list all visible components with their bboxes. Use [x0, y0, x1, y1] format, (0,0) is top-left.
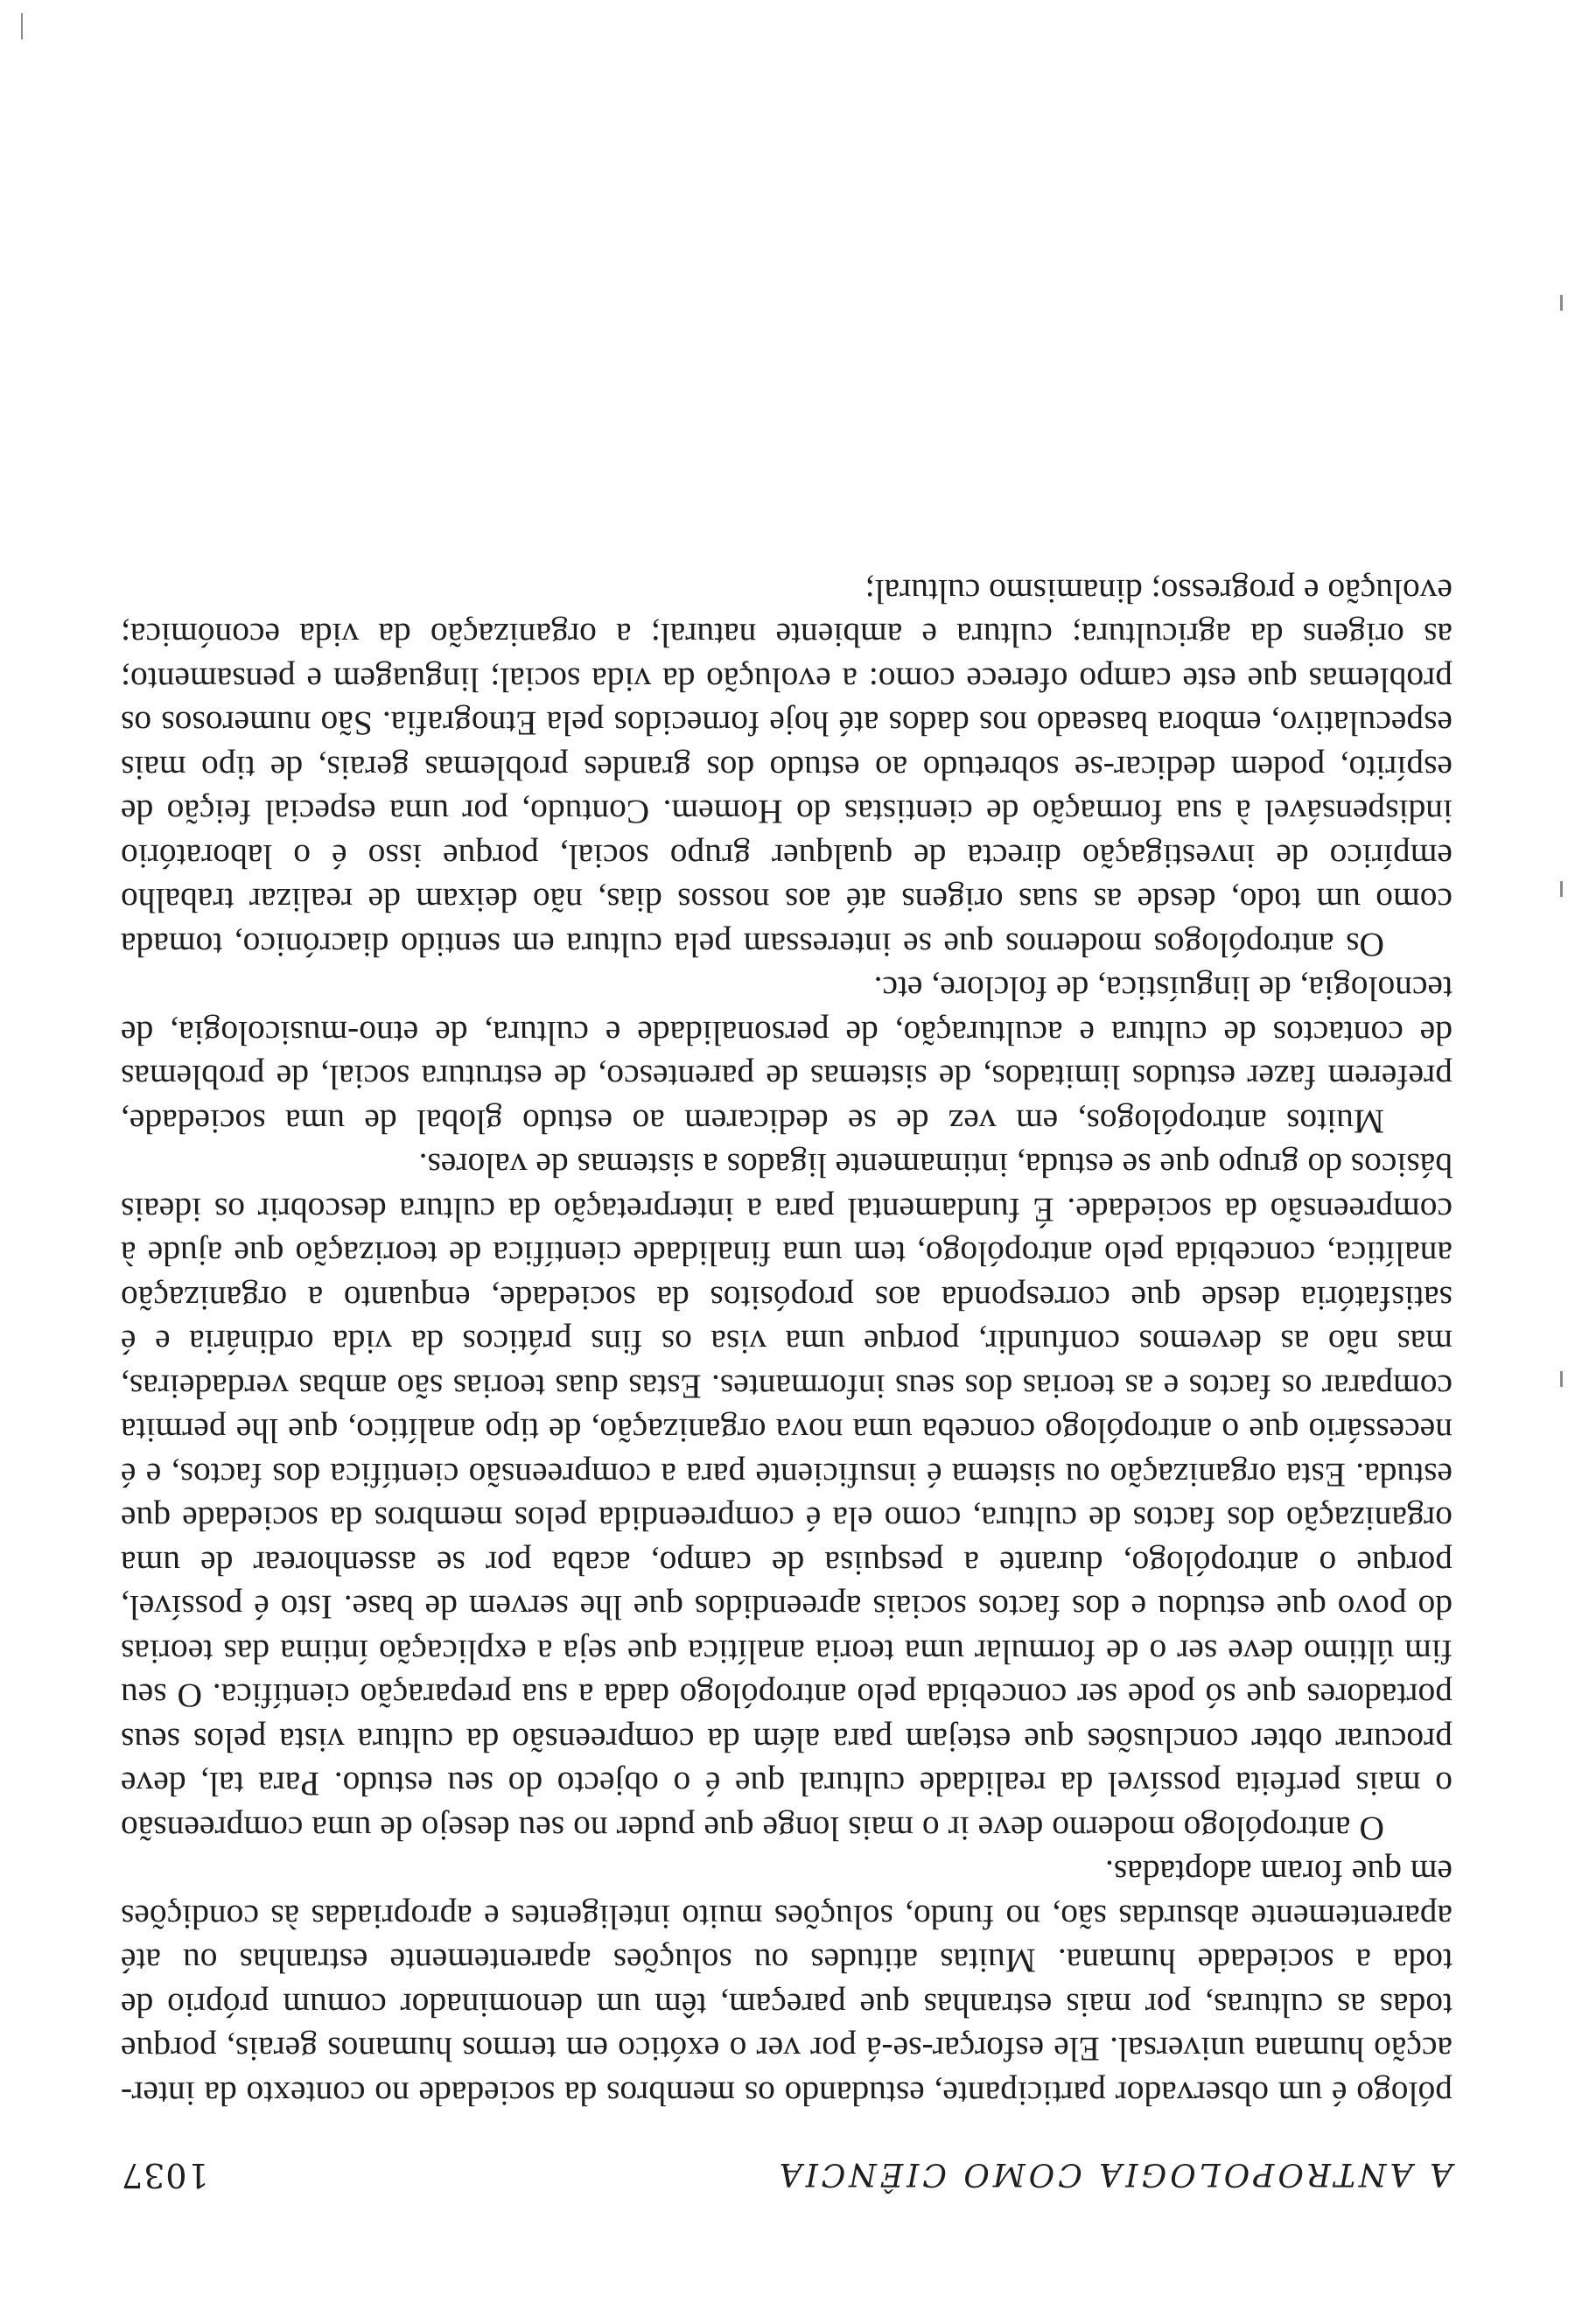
paragraph-limited-studies: Muitos antropólogos, em vez de se dedicarem ao estudo global de uma sociedade, preferem fazer estudos limitados, de sistemas de parentesco, de estrutura social, de problemas de contactos de cultura e aculturação, de personalidade e cultura, de etno-musicologia, de tecnologia, de linguística, de folclore, etc.: [121, 970, 1452, 1141]
paragraph-modern-anthropologist: O antropólogo moderno deve ir o mais longe que puder no seu desejo de uma compreensão o mais perfeita possível da realidade cultural que é o objecto do seu estudo. Para tal, deve procurar obter conclusões que estejam para além da compreensão da cultura vista pelos seus portadores que só pode ser concebida pelo antropólogo dada a sua preparação científica. O seu fim último deve ser o de formular uma teoria analítica que seja a explicação íntima das teorias do povo que estudou e dos factos sociais apreendidos que lhe servem de base. Isto é possível, porque o antropólogo, durante a pesquisa de campo, acaba por se assenhorear de uma organização dos factos de cultura, como ela é compreendida pelos membros da sociedade que estuda. Esta organização ou sistema é insuficiente para a compreensão científica dos factos, e é necessário que o antropólogo conceba uma nova organização, de tipo analítico, que lhe permita comparar os factos e as teorias dos seus informantes. Estas duas teorias são ambas verdadeiras, mas não as devemos confundir, porque uma visa os fins práticos da vida ordinária e é satisfatória desde que corresponda aos propósitos da sociedade, enquanto a organização analítica, concebida pelo antropólogo, tem uma finalidade científica de teorização que ajude à compreensão da sociedade. É fundamental para a interpretação da cultura descobrir os ideais básicos do grupo que se estuda, intimamente ligados a sistemas de valores.: [121, 1146, 1452, 1848]
scan-speck: [1560, 1371, 1563, 1387]
scan-speck: [1560, 881, 1563, 897]
paragraph-continuation: pólogo é um observador participante, estudando os membros da sociedade no contexto da inter-acção humana universal. Ele esforçar-se-á por ver o exótico em termos humanos gerais, porque todas as culturas, por mais estranhas que pareçam, têm um denominador comum próprio de toda a sociedade humana. Muitas atitudes ou soluções aparentemente estranhas ou até aparentemente absurdas são, no fundo, soluções muito inteligentes e apropriadas às condições em que foram adoptadas.: [121, 1853, 1452, 2113]
scan-speck: [21, 13, 23, 39]
paragraph-diachronic-culture: Os antropólogos modernos que se interessam pela cultura em sentido diacrónico, tomada como um todo, desde as suas origens até aos nossos dias, não deixam de realizar trabalho empírico de investigação directa de qualquer grupo social, porque isso é o laboratório indispensável à sua formação de cientistas do Homem. Contudo, por uma especial feição de espírito, podem dedicar-se sobretudo ao estudo dos grandes problemas gerais, de tipo mais especulativo, embora baseado nos dados até hoje fornecidos pela Etnografia. São numerosos os problemas que este campo oferece como: a evolução da vida social; linguagem e pensamento; as origens da agricultura; cultura e ambiente natural; a organização da vida económica; evolução e progresso; dinamismo cultural;: [121, 572, 1452, 964]
running-title: A ANTROPOLOGIA COMO CIÊNCIA: [775, 2156, 1452, 2192]
page-number: 1037: [121, 2156, 209, 2194]
running-head: [121, 2149, 1452, 2194]
page-content: [121, 570, 1452, 2195]
scan-speck: [1560, 295, 1563, 311]
body-text: [121, 570, 1452, 2117]
